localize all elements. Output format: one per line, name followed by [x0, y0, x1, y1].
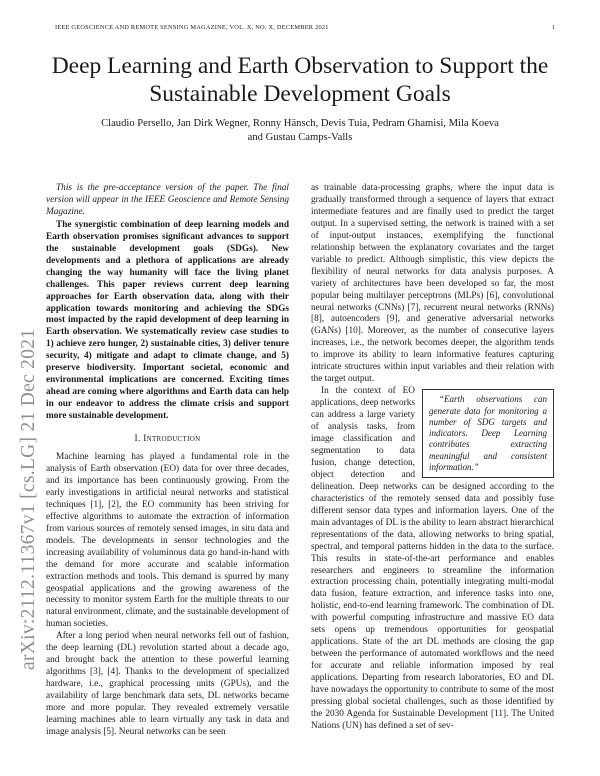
arxiv-stamp: arXiv:2112.11367v1 [cs.LG] 21 Dec 2021 [18, 328, 39, 670]
page-number: 1 [551, 24, 555, 31]
left-column [46, 183, 289, 739]
authors-line-2: and Gustau Camps-Valls [247, 131, 353, 143]
running-header [55, 24, 555, 34]
right-paragraph-2 [311, 386, 554, 733]
abstract: The synergistic combination of deep learning models and Earth observation promises significant advances to support the sustainable development goals (SDGs). New developments and a plethora of applications are already changing the way humanity will face the living planet challenges. This paper reviews current deep learning approaches for Earth observation data, along with their application towards monitoring and achieving the SDGs most impacted by the rapid development of deep learning in Earth observation. We systematically review case studies to 1) achieve zero hunger, 2) sustainable cities, 3) deliver tenure security, 4) mitigate and adapt to climate change, and 5) preserve biodiversity. Important societal, economic and environmental implications are concerned. Exciting times ahead are coming where algorithms and Earth data can help in our endeavor to address the climate crisis and support more sustainable development. [46, 219, 289, 422]
right-column [311, 183, 554, 733]
journal-header: IEEE GEOSCIENCE AND REMOTE SENSING MAGAZINE, VOL. X, NO. X, DECEMBER 2021 [55, 24, 329, 31]
intro-paragraph-2: After a long period when neural networks fell out of fashion, the deep learning (DL) revolution started about a decade ago, and brought back the attention to these powerful learning algorithms [3], [4]. Thanks to the development of specialized hardware, i.e., graphical processing units (GPUs), and the availability of large benchmark data sets, DL networks became more and more popular. They revealed extremely versatile learning machines able to learn virtually any task in data and image analysis [5]. Neural networks can be seen [46, 631, 289, 737]
author-list [80, 117, 520, 144]
right-paragraph-1: as trainable data-processing graphs, where the input data is gradually transformed through a sequence of layers that extract intermediate features and are finally used to predict the target output. In a supervised setting, the network is trained with a set of input-output instances, exemplifying the functional relationship between the explanatory covariates and the target variable to predict. Although simplistic, this view depicts the flexibility of neural networks for data analysis purposes. A variety of architectures have been developed so far, the most popular being multilayer perceptrons (MLPs) [6], convolutional neural networks (CNNs) [7], recurrent neural networks (RNNs) [8], autoencoders [9], and generative adversarial networks (GANs) [10]. Moreover, as the number of consecutive layers increases, i.e., the network becomes deeper, the algorithm tends to improve its ability to learn informative features capturing intricate structures within input variables and their relation with the target output. [311, 183, 554, 385]
preacceptance-note: This is the pre-acceptance version of the paper. The final version will appear in the IEEE Geoscience and Remote Sensing Magazine. [46, 183, 289, 217]
authors-line-1: Claudio Persello, Jan Dirk Wegner, Ronny Hänsch, Devis Tuia, Pedram Ghamisi, Mila Koeva [101, 118, 499, 129]
right-paragraph-2-text: In the context of EO applications, deep networks can address a large variety of analysis tasks, from image classification and segmentation to data fusion, change detection, object detection and delineation. Deep networks can be designed according to the characteristics of the remotely sensed data and possibly fuse different sensor data types and information layers. One of the main advantages of DL is the ability to learn abstract hierarchical representations of the data, allowing networks to bring spatial, spectral, and temporal patterns hidden in the data to the surface. This results in state-of-the-art performance and enables researchers and engineers to streamline the information extraction processing chain, potentially integrating multi-modal data fusion, feature extraction, and inference tasks into one, holistic, end-to-end learning framework. The combination of DL with powerful computing infrastructure and massive EO data sets opens up tremendous opportunities for geospatial applications. State of the art DL methods are closing the gap between the performance of automated workflows and the need for accurate and reliable information imposed by real applications. Departing from research laboratories, EO and DL have nowadays the opportunity to contribute to some of the most pressing global societal challenges, such as those identified by the 2030 Agenda for Sustainable Development [11]. The United Nations (UN) has defined a set of sev- [311, 386, 554, 731]
pull-quote: “Earth observations can generate data for monitoring a number of SDG targets and indicators. Deep Learning contributes extracting meaningful and consistent information.” [422, 389, 554, 478]
section-heading-introduction: I. Introduction [134, 434, 201, 445]
intro-paragraph-1: Machine learning has played a fundamental role in the analysis of Earth observation (EO) data for over three decades, and its importance has been continuously growing. From the early investigations in artificial neural networks and statistical techniques [1], [2], the EO community has been striving for effective algorithms to automate the extraction of information from various sources of remotely sensed images, in situ data and models. The developments in sensor technologies and the increasing availability of voluminous data go hand-in-hand with the demand for more accurate and scalable information extraction methods and tools. This demand is spurred by many geospatial applications and the growing awareness of the necessity to monitor system Earth for the multiple threats to our natural environment, climate, and the sustainable development of human societies. [46, 452, 289, 630]
paper-title: Deep Learning and Earth Observation to Support the Sustainable Development Goals [51, 53, 549, 107]
